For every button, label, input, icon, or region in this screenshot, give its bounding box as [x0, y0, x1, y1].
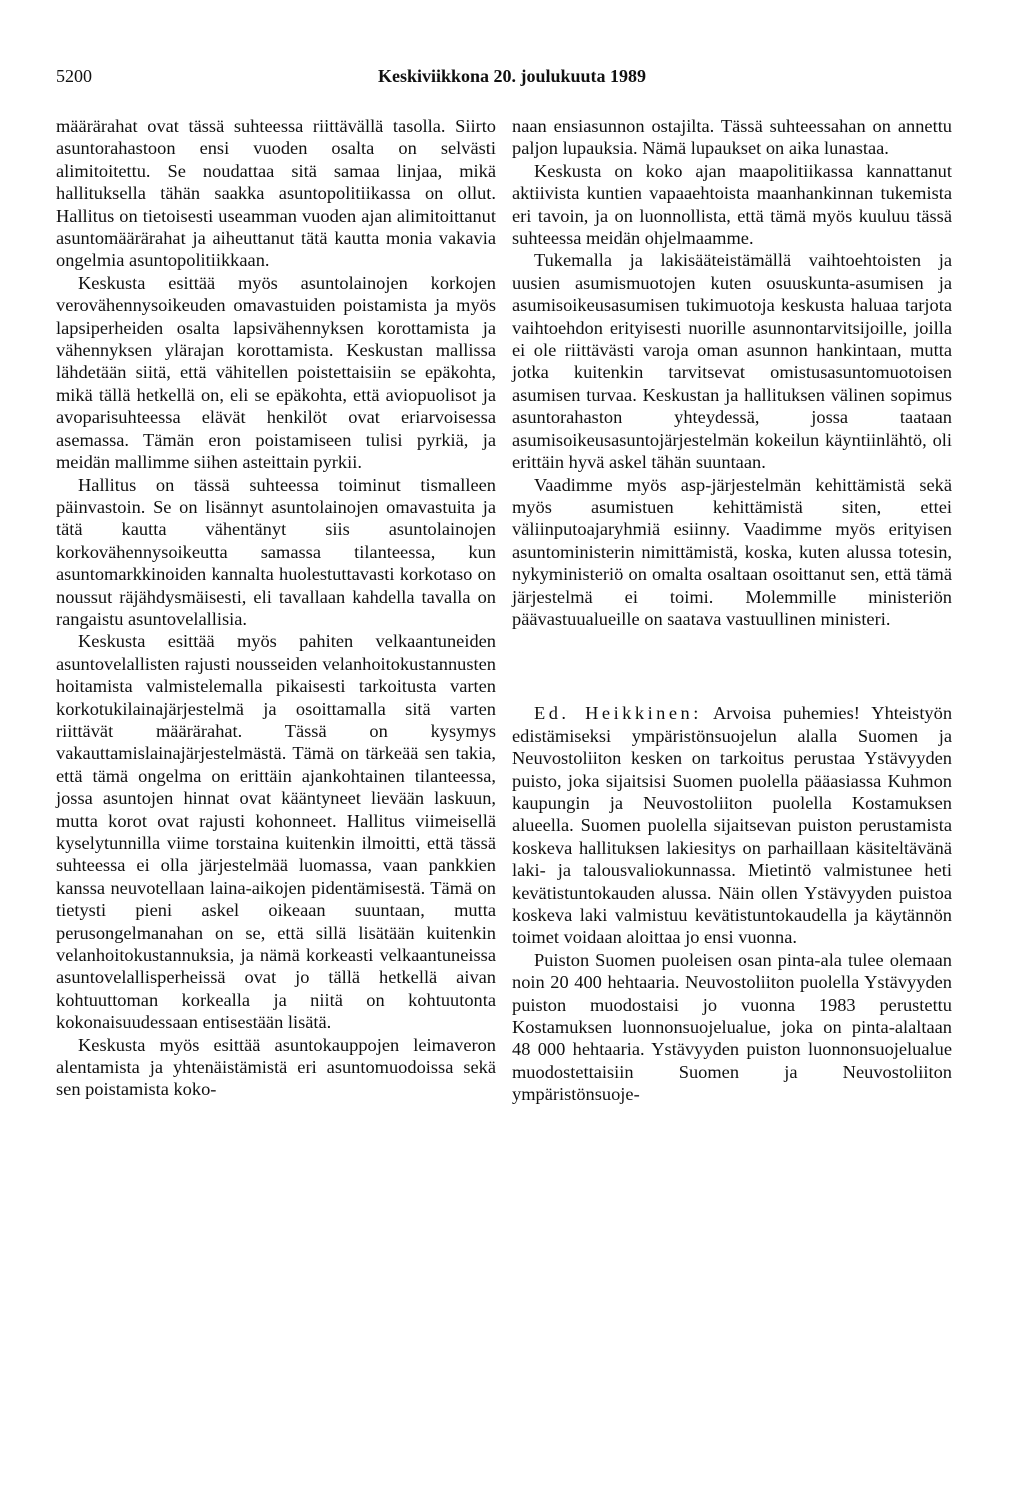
running-head: Keskiviikkona 20. joulukuuta 1989 [377, 66, 647, 86]
speech-text: Arvoisa puhemies! Yhteistyön edistämiseksi ympäristönsuojelun alalla Suomen ja Neuvostoliiton kesken on tarkoitus perustaa Ystävyyden puisto, joka sijaitsisi Suomen puolella pääasiassa Kuhmon kaupungin ja Neuvostoliiton puolella Kostamuksen alueella. Suomen puolella sijaitsevan puiston perustamista koskeva hallituksen lakiesitys on parhaillaan käsiteltävänä laki- ja talousvaliokunnassa. Mietintö valmistunee heti kevätistuntokauden alussa. Näin ollen Ystävyyden puistoa koskeva laki valmistuu kevätistuntokaudella ja käytännön toimet voidaan aloittaa jo ensi vuonna. [512, 703, 953, 948]
paragraph: Tukemalla ja lakisääteistämällä vaihtoehtoisten ja uusien asumismuotojen kuten osuuskunta-asumisen ja asumisoikeusasumisen tukimuotoja keskusta haluaa tarjota vaihtoehdon erityisesti nuorille asunnontarvitsijoille, joilla ei ole riittävästi varoja oman asunnon hankintaan, mutta jotka kuitenkin tarvitsevat omistusasuntomuotoisen asumisen turvaa. Keskustan ja hallituksen välinen sopimus asuntorahaston yhteydessä, jossa taataan asumisoikeusasuntojärjestelmän kokeilun käyntiinlähtö, oli erittäin hyvä askel tähän suuntaan. [512, 250, 952, 473]
paragraph: Keskusta myös esittää asuntokauppojen leimaveron alentamista ja yhtenäistämistä eri asuntomuodoissa sekä sen poistamista koko- [56, 1034, 496, 1100]
paragraph: Hallitus on tässä suhteessa toiminut tismalleen päinvastoin. Se on lisännyt asuntolainojen omavastuita ja tätä kautta vähentänyt siis asuntolainojen korkovähennysoikeutta samassa tilanteessa, kun asuntomarkkinoiden kannalta huolestuttavasti korkotaso on noussut räjähdysmäisesti, eli tavallaan kahdella tavalla on rangaistu asuntovelallisia. [56, 474, 496, 629]
paragraph: naan ensiasunnon ostajilta. Tässä suhteessahan on annettu paljon lupauksia. Nämä lupaukset on aika lunastaa. [512, 116, 952, 159]
page-header [56, 66, 968, 90]
paragraph: Puiston Suomen puoleisen osan pinta-ala tulee olemaan noin 20 400 hehtaaria. Neuvostoliiton puolella Ystävyyden puiston muodostaisi jo vuonna 1983 perustettu Kostamuksen luonnonsuojelualue, joka on pinta-alaltaan 48 000 hehtaaria. Ystävyyden puiston luonnonsuojelualue muodostettaisiin Suomen ja Neuvostoliiton ympäristönsuoje- [512, 949, 952, 1105]
paragraph: Keskusta esittää myös asuntolainojen korkojen verovähennysoikeuden omavastuiden poistamista ja myös lapsiperheiden osalta lapsivähennyksen korottamista ja vähennyksen ylärajan korottamista. Keskustan mallissa lähdetään siitä, että vähitellen poistettaisiin se epäkohta, mikä tällä hetkellä on, eli se epäkohta, että aviopuolisot ja avoparisuhteessa elävät henkilöt ovat eriarvoisessa asemassa. Tämän eron poistamiseen tulisi pyrkiä, ja meidän mallimme siihen asteittain pyrkii. [56, 272, 496, 473]
paragraph: Vaadimme myös asp-järjestelmän kehittämistä sekä myös asumistuen kehittämistä siten, ettei väliinputoajaryhmiä esiinny. Vaadimme myös erityisen asuntoministerin nimittämistä, koska, kuten alussa totesin, nykyministeriö on omalta osaltaan osoittanut sen, että tämä järjestelmä ei toimi. Molemmille ministeriön päävastuualueille on saatava vastuullinen ministeri. [512, 474, 952, 629]
left-column [56, 115, 496, 1101]
paragraph: määrärahat ovat tässä suhteessa riittävällä tasolla. Siirto asuntorahastoon ensi vuoden osalta on selvästi alimitoitettu. Se noudattaa sitä samaa linjaa, mikä hallituksella tähän saakka asuntopolitiikassa on ollut. Hallitus on tietoisesti useamman vuoden ajan alimitoittanut asuntomäärärahat ja aiheuttanut tätä kautta monia vakavia ongelmia asuntopolitiikkaan. [56, 116, 496, 271]
paragraph: Keskusta esittää myös pahiten velkaantuneiden asuntovelallisten rajusti nousseiden velanhoitokustannusten hoitamista valmistelemalla pikaisesti tarkoitusta varten korkotukilainajärjestelmä ja osoittamalla sitä varten riittävät määrärahat. Tässä on kysymys vakauttamislainajärjestelmästä. Tämä on tärkeää sen takia, että tämä ongelma on erittäin ajankohtainen tilanteessa, jossa asuntojen hinnat ovat kääntyneet lievään laskuun, mutta korot ovat rajusti kohonneet. Hallitus viimeisellä kyselytunnilla viime torstaina kuitenkin ilmoitti, että tässä suhteessa ei olla järjestelmää luomassa, vaan pankkien kanssa neuvotellaan laina-aikojen pidentämisestä. Tämä on tietysti pieni askel oikeaan suuntaan, mutta perusongelmanahan on se, että sillä lisätään kuitenkin velanhoitokustannuksia, ja nämä korkeasti velkaantuneissa asuntovelallisperheissä ovat jo tällä hetkellä aivan kohtuuttoman korkealla ja niitä on kohtuutonta kokonaisuudessaan entisestään lisätä. [56, 631, 496, 1033]
speaker-name: Ed. Heikkinen: [534, 703, 702, 724]
speech-paragraph [512, 702, 952, 948]
paragraph: Keskusta on koko ajan maapolitiikassa kannattanut aktiivista kuntien vapaaehtoista maanhankinnan tukemista eri tavoin, ja on luonnollista, että tämä myös kuuluu tässä suhteessa meidän ohjelmaamme. [512, 160, 952, 249]
right-column [512, 115, 952, 1106]
page-number: 5200 [56, 66, 92, 86]
